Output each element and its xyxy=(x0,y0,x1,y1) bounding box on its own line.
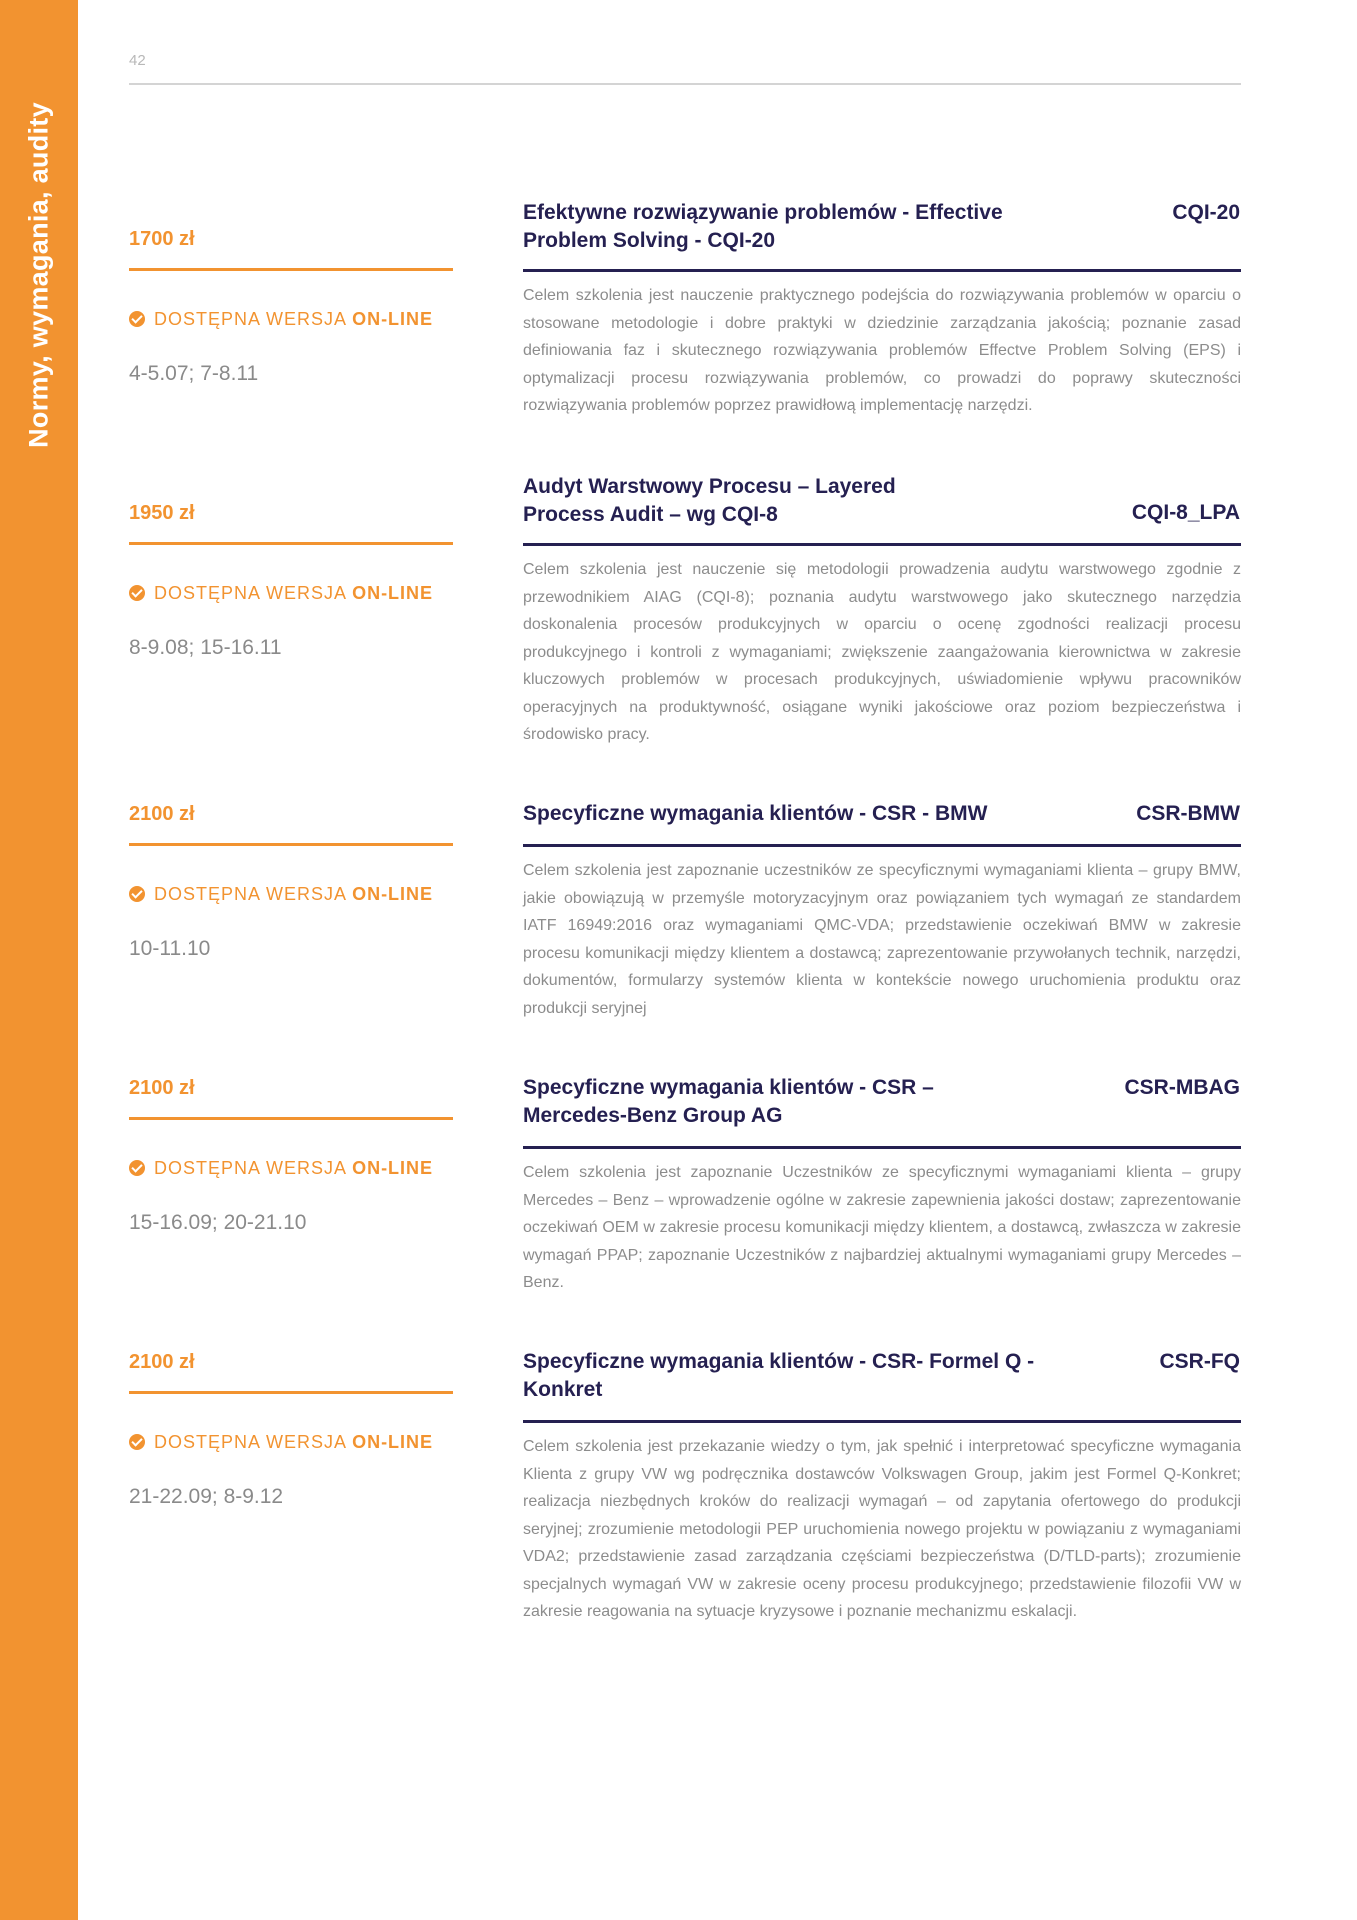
course-description: Celem szkolenia jest zapoznanie Uczestników ze specyficznymi wymaganiami klienta – grupy Mercedes – Benz – wprowadzenie ogólne w zakresie zapewnienia jakości dostaw; zaprezentowanie oczekiwań OEM w zakresie procesu komunikacji między klientem, a dostawcą, zwłaszcza w zakresie wymagań PPAP; zapoznanie Uczestników z najbardziej aktualnymi wymaganiami grupy Mercedes – Benz. xyxy=(523,1164,1241,1291)
course-price: 2100 zł xyxy=(129,1077,195,1099)
check-circle-icon xyxy=(129,886,145,902)
course-price: 1950 zł xyxy=(129,502,195,524)
course-dates: 21-22.09; 8-9.12 xyxy=(129,1485,284,1508)
online-badge xyxy=(129,582,433,604)
online-label: DOSTĘPNA WERSJA ON-LINE xyxy=(154,1431,434,1452)
price-divider xyxy=(129,268,453,271)
course-dates: 10-11.10 xyxy=(129,937,211,960)
price-divider xyxy=(129,542,453,545)
title-divider xyxy=(523,844,1241,847)
course-code: CSR-MBAG xyxy=(1124,1076,1240,1099)
price-divider xyxy=(129,1117,453,1120)
online-badge xyxy=(129,308,433,330)
online-badge xyxy=(129,1157,433,1179)
course-description: Celem szkolenia jest zapoznanie uczestników ze specyficznymi wymaganiami klienta – grupy BMW, jakie obowiązują w przemyśle motoryzacyjnym oraz powiązaniem tych wymagań ze standardem IATF 16949:2016 oraz wymaganiami QMC-VDA; przedstawienie oczekiwań BMW w zakresie procesu komunikacji między klientem a dostawcą; zaprezentowanie przywołanych technik, narzędzi, dokumentów, formularzy systemów klienta w kontekście nowego uruchomienia produktu oraz produkcji seryjnej xyxy=(523,862,1241,1017)
title-divider xyxy=(523,269,1241,272)
course-description: Celem szkolenia jest nauczenie praktycznego podejścia do rozwiązywania problemów w oparciu o stosowane metodologie i dobre praktyki w dziedzinie zarządzania jakością; poznanie zasad definiowania faz i skutecznego rozwiązywania problemów Effectve Problem Solving (EPS) i optymalizacji procesu rozwiązywania problemów, co prowadzi do poprawy skuteczności rozwiązywania problemów poprzez prawidłową implementację narzędzi. xyxy=(523,287,1241,414)
top-divider xyxy=(129,83,1241,85)
course-price: 1700 zł xyxy=(129,228,195,250)
course-dates: 15-16.09; 20-21.10 xyxy=(129,1211,307,1234)
section-title: Normy, wymagania, audity xyxy=(23,102,54,448)
course-title: Specyficzne wymagania klientów - CSR - BMW xyxy=(523,802,988,825)
course-dates: 4-5.07; 7-8.11 xyxy=(129,362,259,385)
course-description: Celem szkolenia jest nauczenie się metodologii prowadzenia audytu warstwowego zgodnie z przewodnikiem AIAG (CQI-8); poznania audytu warstwowego jako skutecznego narzędzia doskonalenia procesów produkcyjnych w oparciu o ocenę zgodności realizacji procesu produkcyjnego i kontroli z wymaganiami; zwiększenie zaangażowania kierownictwa w zakresie kluczowych problemów w procesach produkcyjnych, uświadomienie wpływu pracowników operacyjnych na produktywność, osiągane wyniki jakościowe oraz poziom bezpieczeństwa i środowisko pracy. xyxy=(523,561,1241,743)
price-divider xyxy=(129,1391,453,1394)
online-label: DOSTĘPNA WERSJA ON-LINE xyxy=(154,582,434,603)
course-code: CQI-20 xyxy=(1172,201,1240,224)
check-circle-icon xyxy=(129,311,145,327)
course-description: Celem szkolenia jest przekazanie wiedzy o tym, jak spełnić i interpretować specyficzne wymagania Klienta z grupy VW wg podręcznika dostawców Volkswagen Group, jakim jest Formel Q-Konkret; realizacja niezbędnych kroków do realizacji wymagań – od zapytania ofertowego do produkcji seryjnej; zrozumienie metodologii PEP uruchomienia nowego projektu w powiązaniu z wymaganiami VDA2; przedstawienie zasad zarządzania częściami bezpieczeństwa (D/TLD-parts); zrozumienie specjalnych wymagań VW w zakresie oceny procesu produkcyjnego; przedstawienie filozofii VW w zakresie reagowania na sytuacje kryzysowe i poznanie mechanizmu eskalacji. xyxy=(523,1438,1241,1620)
course-price: 2100 zł xyxy=(129,803,195,825)
online-label: DOSTĘPNA WERSJA ON-LINE xyxy=(154,883,434,904)
check-circle-icon xyxy=(129,1160,145,1176)
online-label: DOSTĘPNA WERSJA ON-LINE xyxy=(154,308,434,329)
title-divider xyxy=(523,1146,1241,1149)
title-divider xyxy=(523,543,1241,546)
course-code: CSR-BMW xyxy=(1136,802,1240,825)
check-circle-icon xyxy=(129,585,145,601)
course-title: Specyficzne wymagania klientów - CSR – Mercedes-Benz Group AG xyxy=(523,1076,934,1127)
course-title: Specyficzne wymagania klientów - CSR- Formel Q -Konkret xyxy=(523,1350,1035,1401)
course-code: CQI-8_LPA xyxy=(1131,501,1240,524)
check-circle-icon xyxy=(129,1434,145,1450)
online-badge xyxy=(129,883,433,905)
price-divider xyxy=(129,843,453,846)
course-dates: 8-9.08; 15-16.11 xyxy=(129,636,282,659)
course-title: Efektywne rozwiązywanie problemów - Effective Problem Solving - CQI-20 xyxy=(523,201,1003,252)
online-label: DOSTĘPNA WERSJA ON-LINE xyxy=(154,1157,434,1178)
course-price: 2100 zł xyxy=(129,1351,195,1373)
page-number: 42 xyxy=(129,52,146,69)
course-title: Audyt Warstwowy Procesu – Layered Process Audit – wg CQI-8 xyxy=(523,475,896,526)
side-bar xyxy=(0,0,78,1920)
online-badge xyxy=(129,1431,433,1453)
title-divider xyxy=(523,1420,1241,1423)
course-code: CSR-FQ xyxy=(1159,1350,1240,1373)
